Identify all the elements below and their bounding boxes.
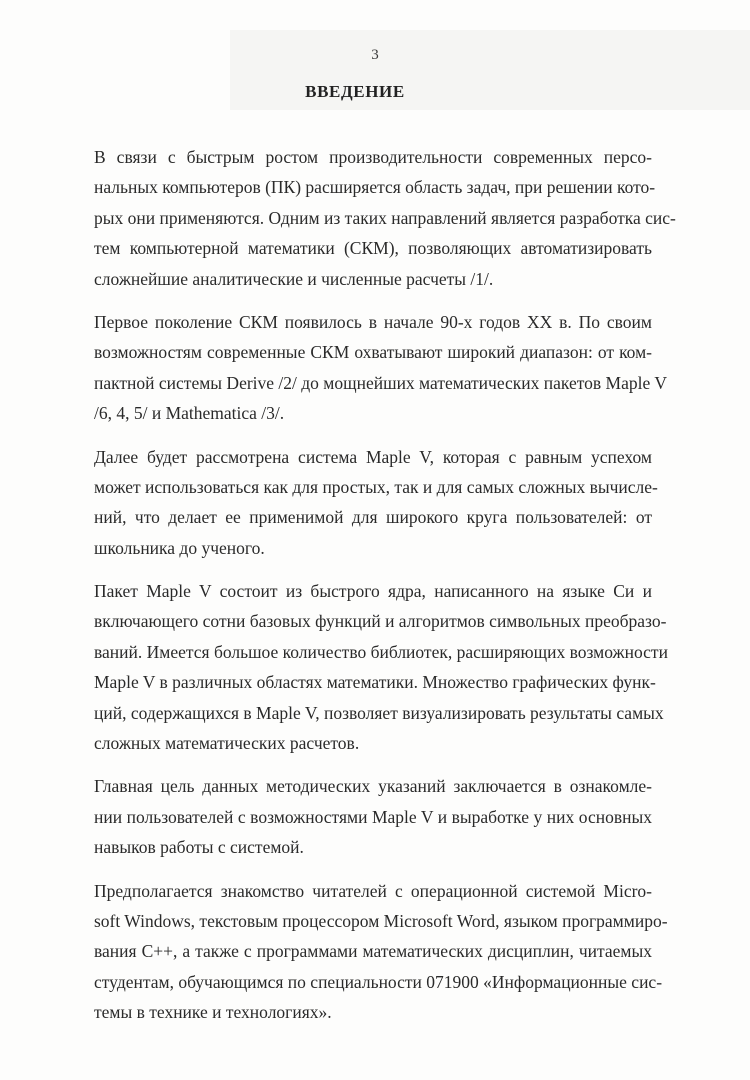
section-heading: ВВЕДЕНИЕ xyxy=(305,82,405,101)
text-line: сложнейшие аналитические и численные расчеты /1/. xyxy=(94,268,494,289)
text-line: темы в технике и технологиях». xyxy=(94,1002,332,1023)
text-line: нии пользователей с возможностями Maple V и выработке у них основных xyxy=(94,806,652,827)
text-line: ций, содержащихся в Maple V, позволяет визуализировать результаты самых xyxy=(94,702,664,723)
page-number: 3 xyxy=(371,47,379,63)
text-line: тем компьютерной математики (СКМ), позволяющих автоматизировать xyxy=(94,238,652,259)
text-line: пактной системы Derive /2/ до мощнейших математических пакетов Maple V xyxy=(94,372,667,393)
text-line: школьника до ученого. xyxy=(94,537,265,558)
paragraph xyxy=(94,876,668,1028)
text-line: ваний. Имеется большое количество библиотек, расширяющих возможности xyxy=(94,641,668,662)
text-line: Предполагается знакомство читателей с операционной системой Micro- xyxy=(94,880,652,901)
paragraph xyxy=(94,307,667,429)
text-line: ний, что делает ее применимой для широкого круга пользователей: от xyxy=(94,507,652,528)
text-line: включающего сотни базовых функций и алгоритмов символьных преобразо- xyxy=(94,611,667,632)
text-line: сложных математических расчетов. xyxy=(94,733,360,754)
text-line: В связи с быстрым ростом производительности современных персо- xyxy=(94,147,652,167)
text-line: вания С++, а также с программами математических дисциплин, читаемых xyxy=(94,941,652,962)
text-line: навыков работы с системой. xyxy=(94,837,304,858)
text-line: Maple V в различных областях математики. Множество графических функ- xyxy=(94,672,656,693)
text-line: возможностям современные СКМ охватывают широкий диапазон: от ком- xyxy=(94,342,652,363)
text-line: студентам, обучающимся по специальности 071900 «Информационные сис- xyxy=(94,971,663,992)
paragraph xyxy=(94,771,652,862)
text-line: Главная цель данных методических указаний заключается в ознакомле- xyxy=(94,776,652,797)
body-text xyxy=(94,142,676,1041)
paragraph xyxy=(94,142,676,294)
text-line: нальных компьютеров (ПК) расширяется область задач, при решении кото- xyxy=(94,177,656,198)
text-line: Далее будет рассмотрена система Maple V, которая с равным успехом xyxy=(94,446,652,467)
text-line: /6, 4, 5/ и Mathematica /3/. xyxy=(94,403,285,424)
text-line: рых они применяются. Одним из таких направлений является разработка сис- xyxy=(94,207,676,228)
text-line: soft Windows, текстовым процессором Microsoft Word, языком программиро- xyxy=(94,910,668,931)
paragraph xyxy=(94,576,668,758)
text-line: Пакет Maple V состоит из быстрого ядра, написанного на языке Си и xyxy=(94,581,652,602)
paragraph xyxy=(94,442,658,564)
text-line: может использоваться как для простых, так и для самых сложных вычисле- xyxy=(94,476,658,497)
text-line: Первое поколение СКМ появилось в начале 90-х годов XX в. По своим xyxy=(94,311,652,332)
